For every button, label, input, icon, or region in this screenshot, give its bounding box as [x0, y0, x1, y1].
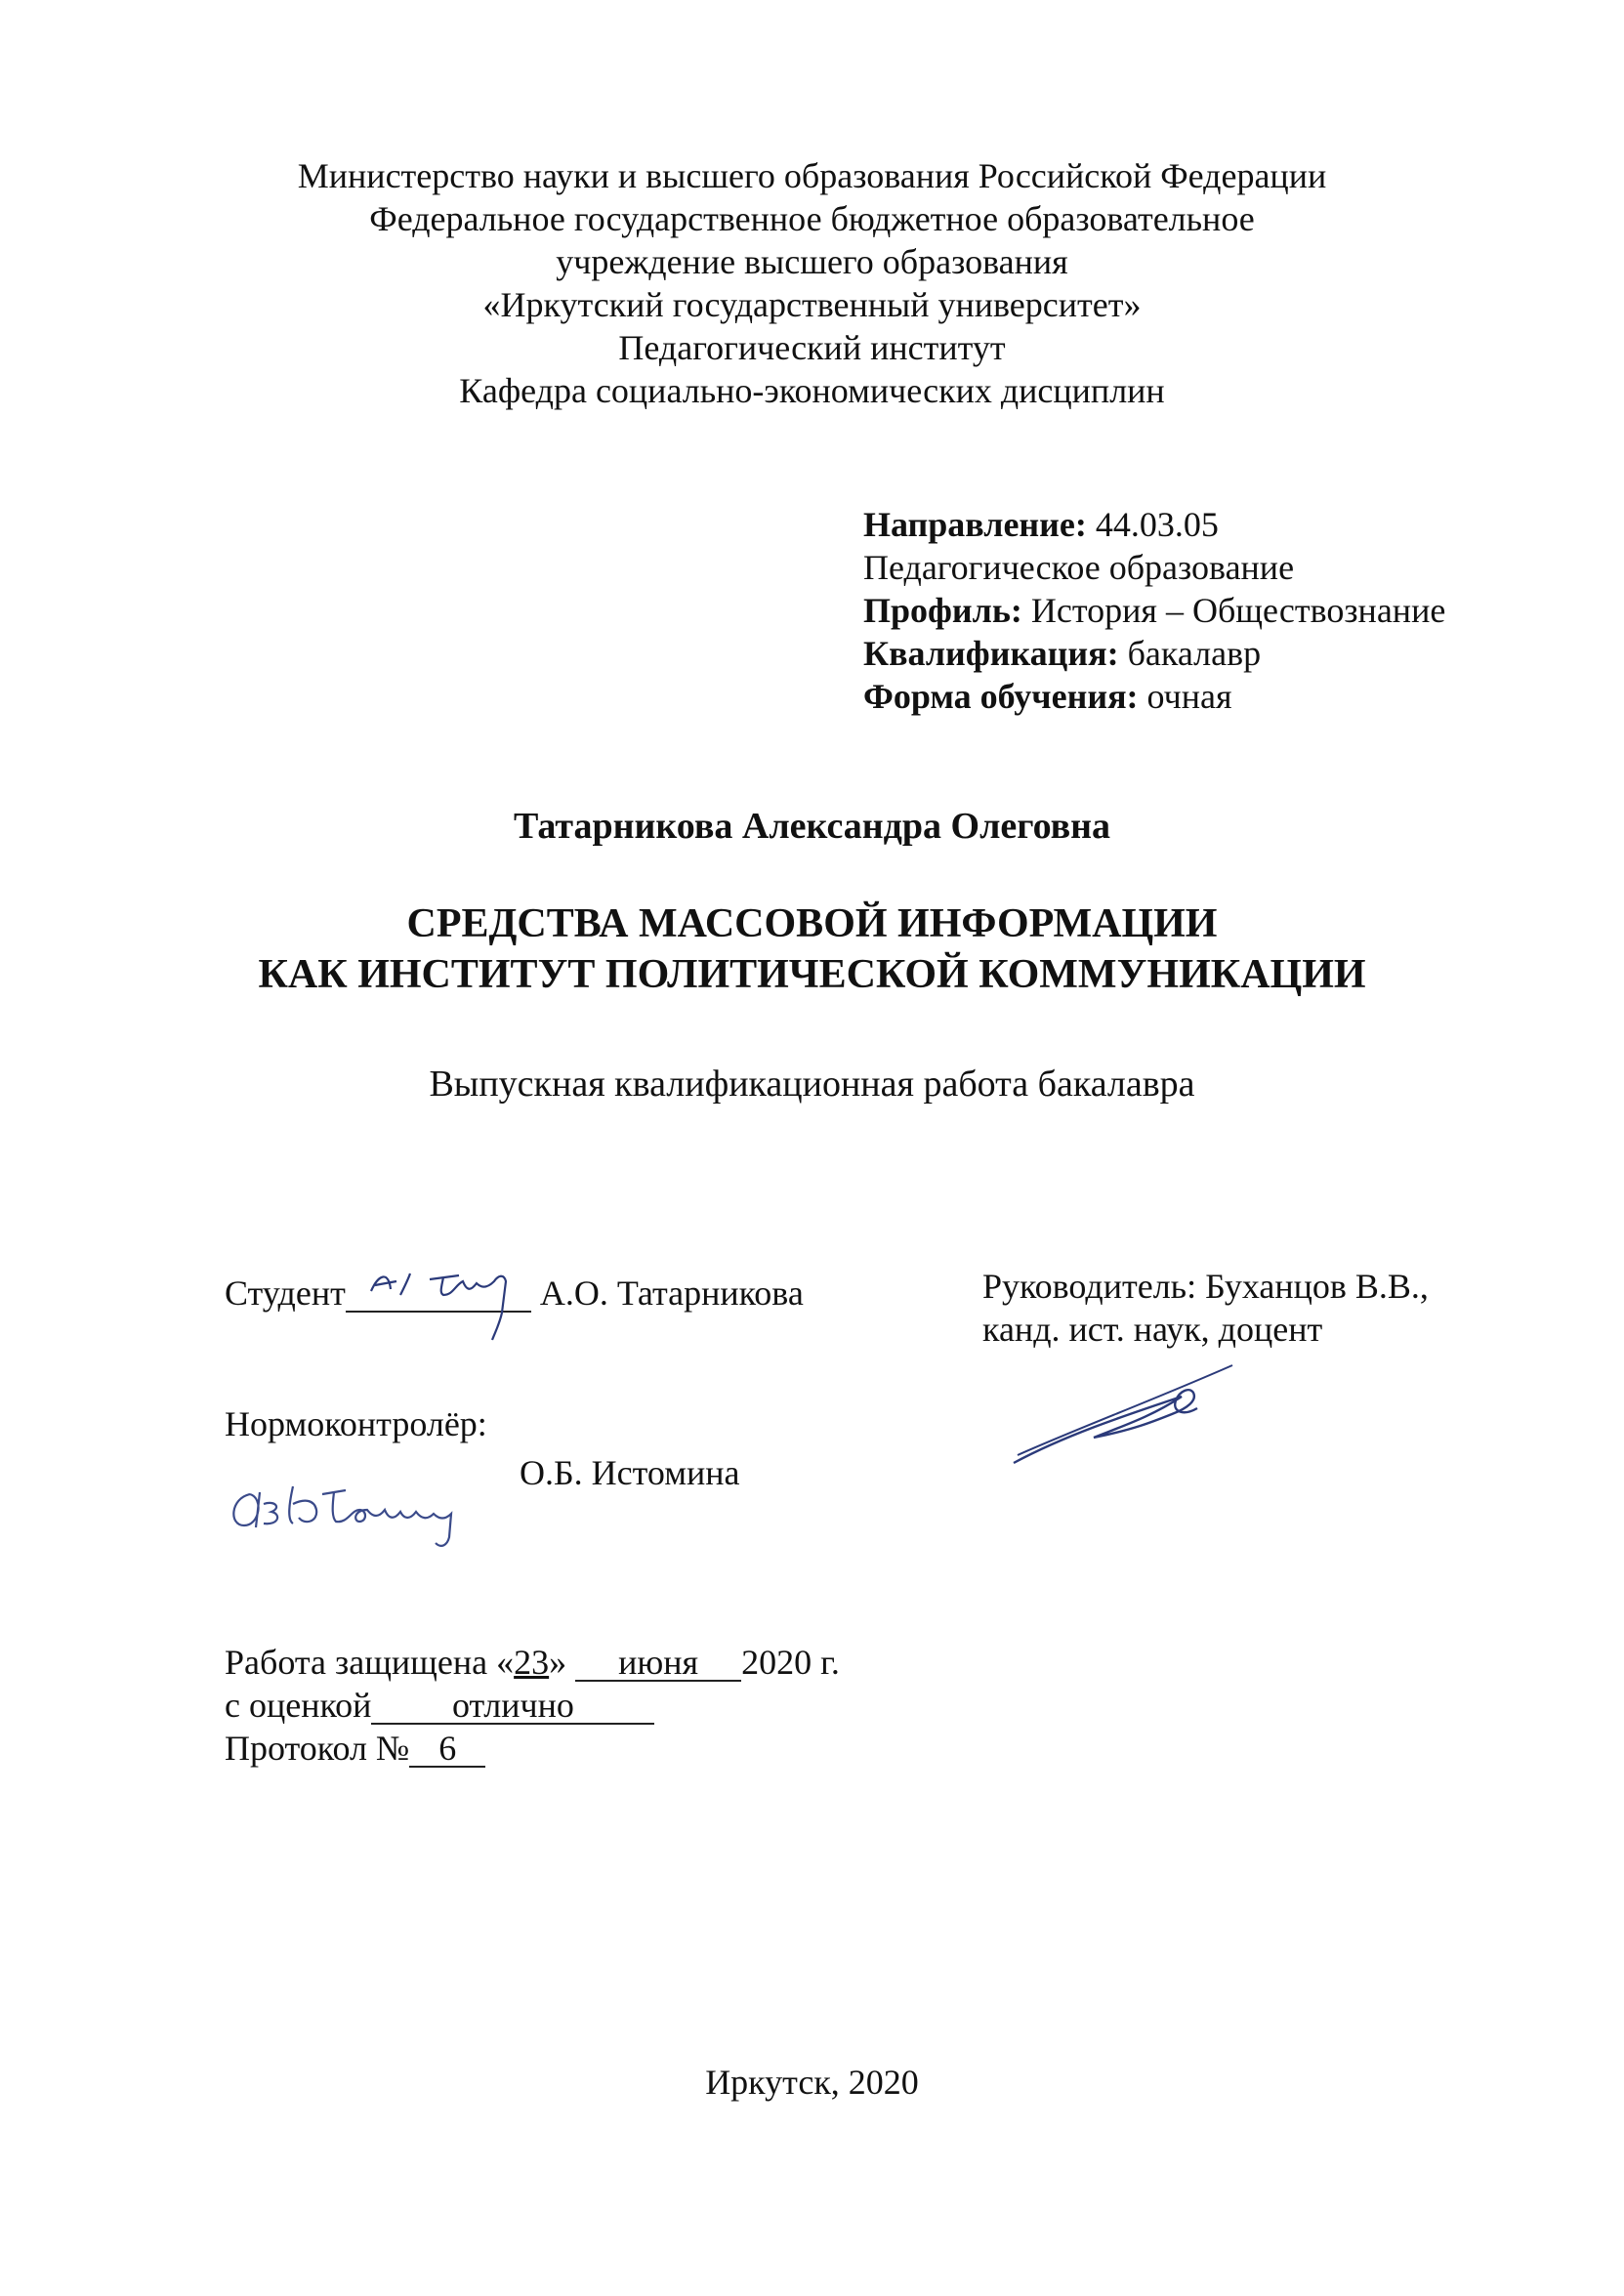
- program-block: [863, 503, 1445, 718]
- defense-year: 2020 г.: [741, 1643, 840, 1682]
- header-line: Федеральное государственное бюджетное образовательное: [369, 199, 1255, 238]
- header-line: учреждение высшего образования: [556, 242, 1068, 281]
- header-line: Министерство науки и высшего образования Российской Федерации: [297, 156, 1327, 195]
- defense-label: Работа защищена «: [225, 1643, 515, 1682]
- study-form-label: Форма обучения:: [863, 677, 1139, 716]
- protocol-line: [225, 1727, 485, 1770]
- direction-name: Педагогическое образование: [863, 548, 1295, 587]
- author-name: Татарникова Александра Олеговна: [513, 806, 1111, 847]
- supervisor-block: [982, 1265, 1429, 1351]
- normcontrol-label: Нормоконтролёр:: [225, 1404, 487, 1443]
- qualification-label: Квалификация:: [863, 634, 1119, 673]
- defense-date-line: [225, 1641, 840, 1684]
- institution-header: [0, 154, 1624, 412]
- qualification-line: [863, 632, 1445, 675]
- work-type: Выпускная квалификационная работа бакалавра: [429, 1064, 1195, 1105]
- qualification-value: бакалавр: [1127, 634, 1262, 673]
- protocol-label: Протокол №: [225, 1729, 410, 1768]
- grade-label: с оценкой: [225, 1686, 372, 1725]
- supervisor-signature: [1006, 1357, 1240, 1475]
- study-form-line: [863, 675, 1445, 718]
- protocol-number: 6: [409, 1731, 485, 1768]
- normcontrol-signature: [221, 1465, 504, 1553]
- defense-month: июня: [575, 1645, 741, 1682]
- student-name: А.О. Татарникова: [539, 1273, 804, 1313]
- supervisor-degree: канд. ист. наук, доцент: [982, 1310, 1323, 1349]
- defense-day-close: »: [549, 1643, 567, 1682]
- direction-code: 44.03.05: [1095, 505, 1219, 544]
- header-line: Педагогический институт: [618, 328, 1006, 367]
- profile-line: [863, 589, 1445, 632]
- defense-day: 23: [514, 1643, 550, 1682]
- title-line: СРЕДСТВА МАССОВОЙ ИНФОРМАЦИИ: [406, 901, 1218, 946]
- profile-value: История – Обществознание: [1030, 591, 1446, 630]
- direction-line: [863, 503, 1445, 546]
- grade-line: [225, 1684, 654, 1727]
- student-signature: [361, 1252, 557, 1350]
- normcontrol-name: О.Б. Истомина: [520, 1453, 740, 1492]
- header-line: «Иркутский государственный университет»: [482, 285, 1142, 324]
- header-line: Кафедра социально-экономических дисциплин: [459, 371, 1165, 410]
- profile-label: Профиль:: [863, 591, 1022, 630]
- study-form-value: очная: [1146, 677, 1232, 716]
- supervisor-label: Руководитель: Буханцов В.В.,: [982, 1267, 1429, 1306]
- direction-label: Направление:: [863, 505, 1087, 544]
- city-year: Иркутск, 2020: [705, 2063, 919, 2102]
- thesis-title: [0, 898, 1624, 1000]
- student-label: Студент: [225, 1273, 346, 1313]
- title-line: КАК ИНСТИТУТ ПОЛИТИЧЕСКОЙ КОММУНИКАЦИИ: [258, 952, 1366, 997]
- grade-value: отлично: [371, 1688, 654, 1725]
